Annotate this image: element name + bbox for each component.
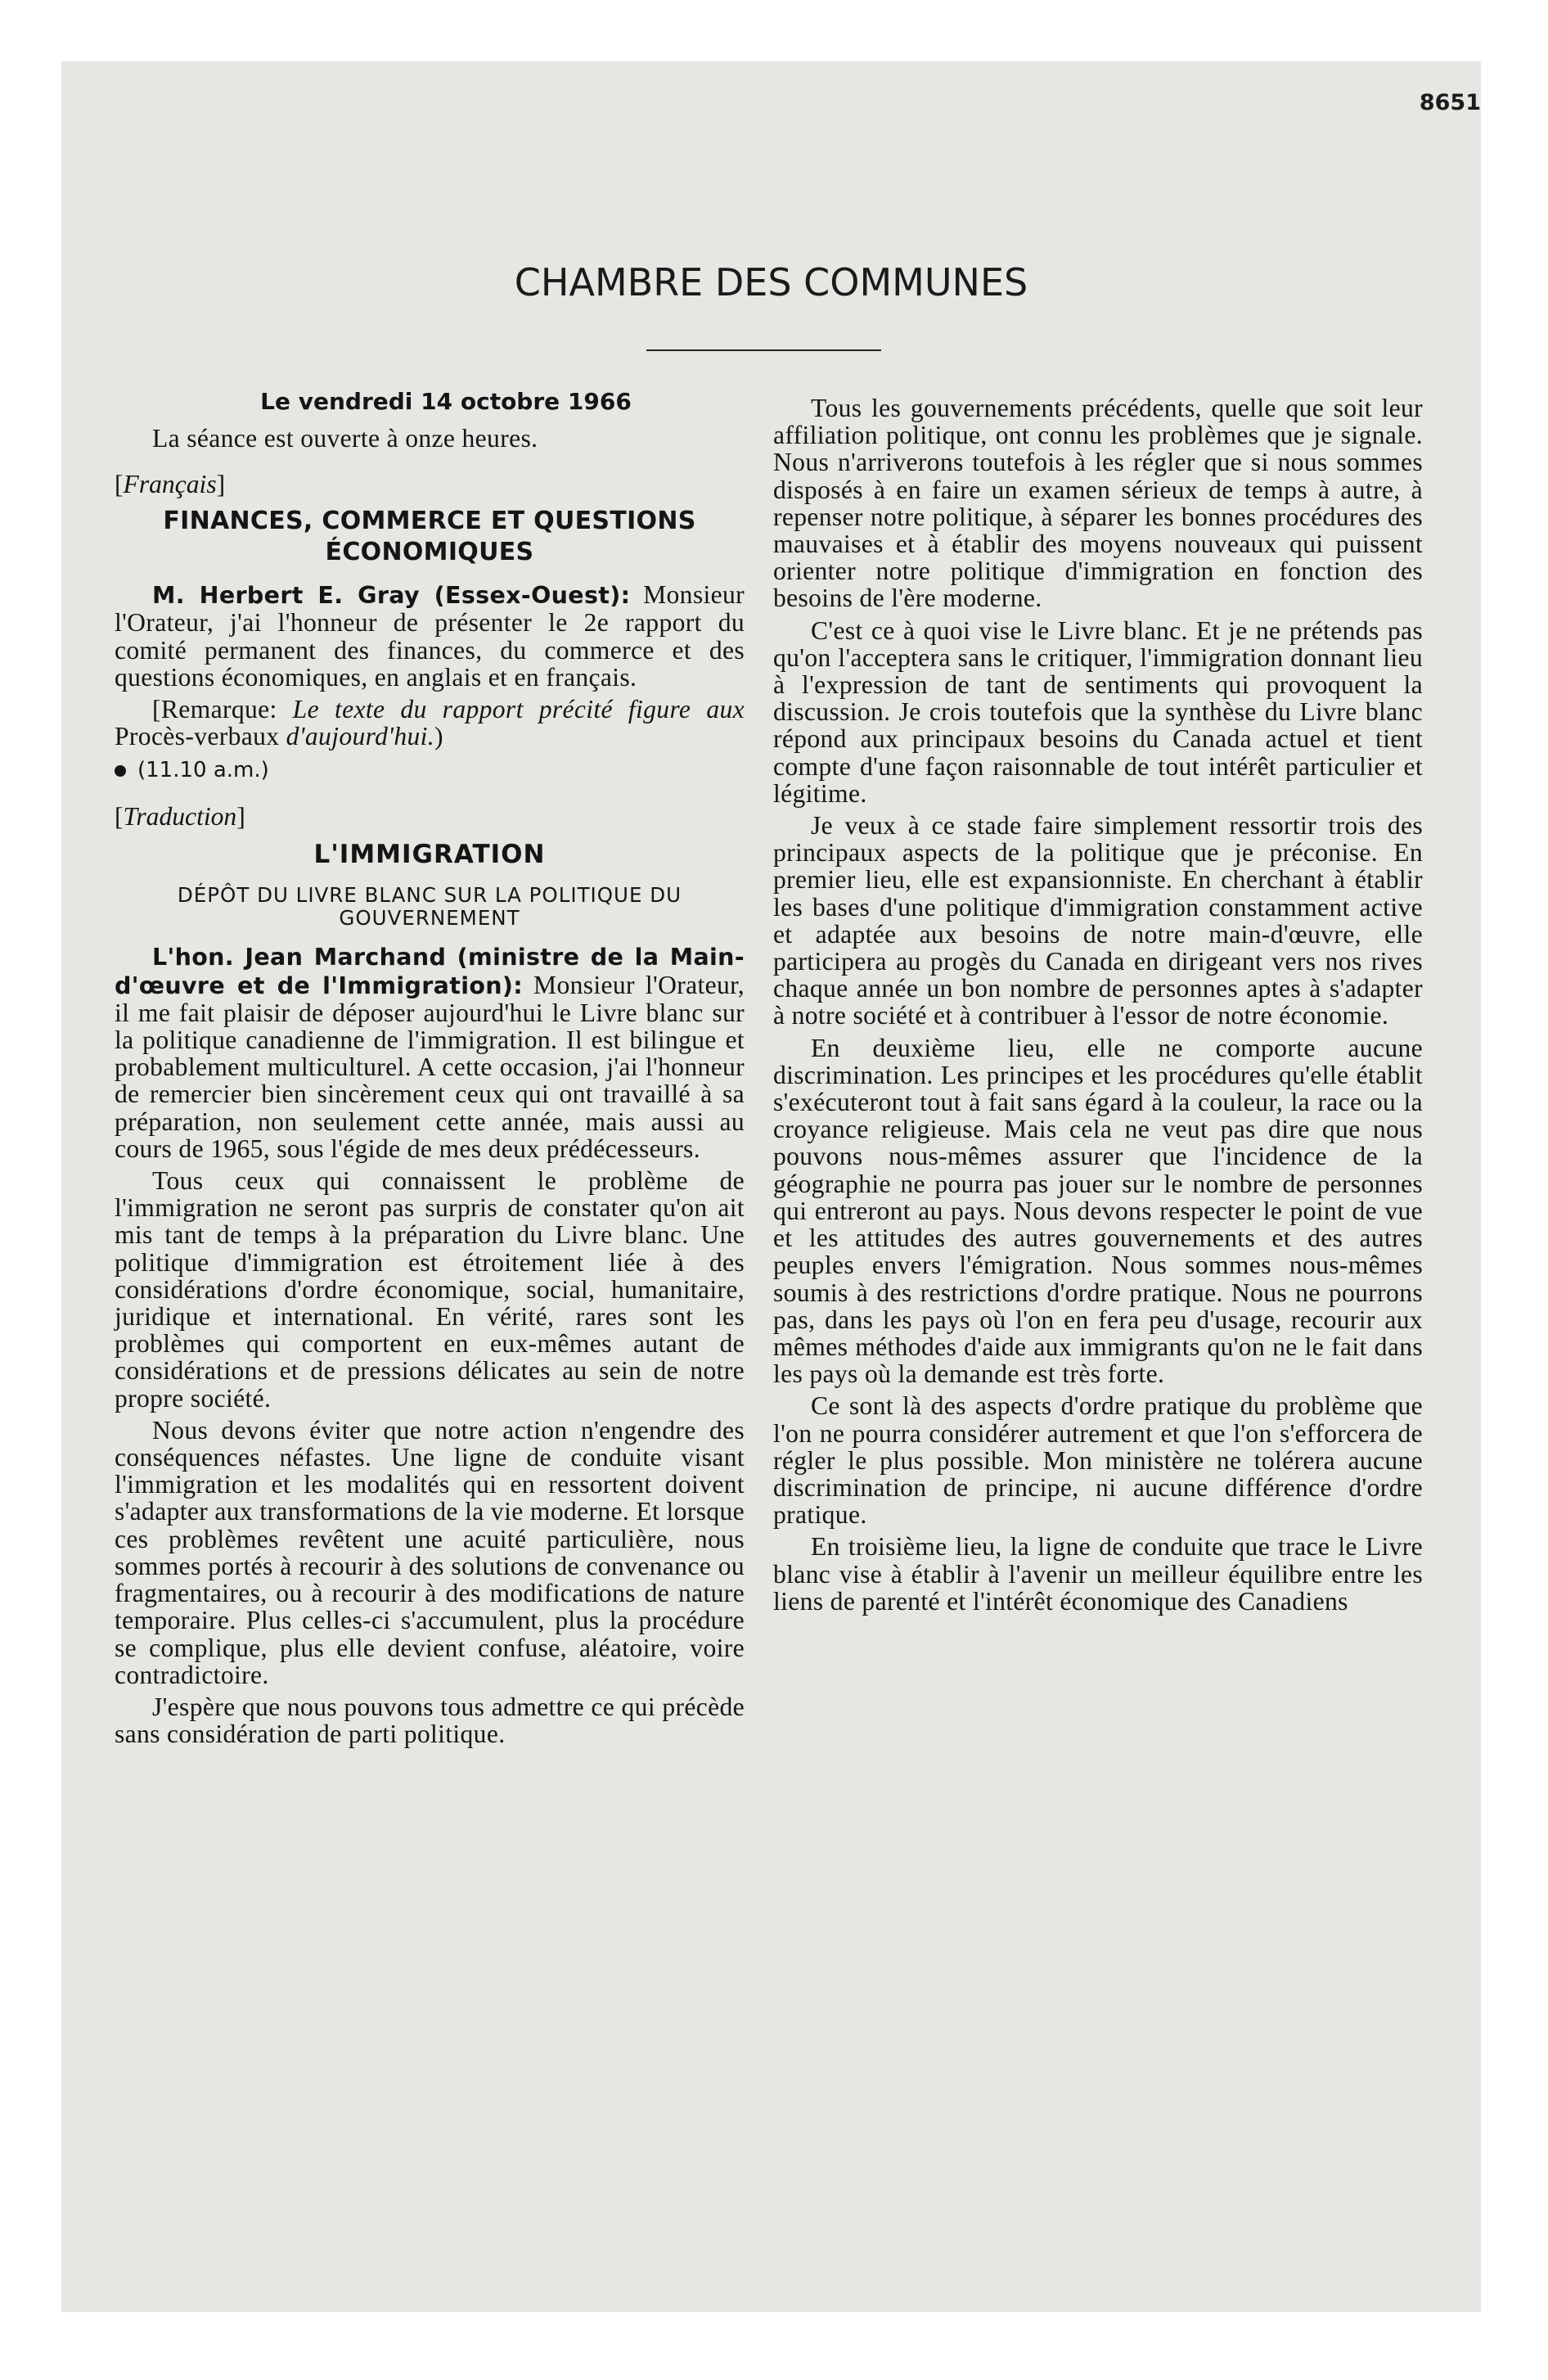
bullet-icon bbox=[115, 765, 126, 777]
marchand-text: Monsieur l'Orateur, il me fait plaisir de déposer aujourd'hui le Livre blanc sur la politique canadienne de l'immigration. Il est bilingue et probablement multiculturel. A cette occasion, j'ai l'honneur de remercier bien sincèrement ceux qui ont travaillé à sa préparation, non seulement cette année, mais aussi au cours de 1965, sous l'égide de mes deux prédécesseurs. bbox=[115, 970, 745, 1163]
gray-paragraph bbox=[115, 581, 745, 691]
section-subheading: DÉPÔT DU LIVRE BLANC SUR LA POLITIQUE DU GOUVERNEMENT bbox=[177, 883, 682, 931]
right-column bbox=[773, 394, 1423, 1620]
remark-paragraph bbox=[115, 696, 745, 750]
remark-open: [Remarque: bbox=[152, 695, 293, 724]
opening-text: La séance est ouverte à onze heures. bbox=[152, 424, 538, 453]
marchand-paragraph bbox=[115, 943, 745, 1162]
remark-italic-1: Le texte du rapport précité figure aux bbox=[292, 695, 745, 724]
right-paragraph-6: En troisième lieu, la ligne de conduite que trace le Livre blanc vise à établir à l'avenir un meilleur équilibre entre les liens de parenté et l'intérêt économique des Canadiens bbox=[773, 1532, 1423, 1616]
section-heading-finances: FINANCES, COMMERCE ET QUESTIONS ÉCONOMIQUES bbox=[163, 507, 696, 567]
language-tr-label: Traduction bbox=[123, 802, 237, 832]
right-paragraph-3: Je veux à ce stade faire simplement ressortir trois des principaux aspects de la politique que je préconise. En premier lieu, elle est expansionniste. En cherchant à établir les bases d'une politique d'immigration constamment active et adaptée aux besoins de notre main-d'œuvre, elle participera au progès du Canada en dirigeant vers nos rives chaque année un bon nombre de personnes aptes à s'adapter à notre société et à contribuer à l'essor de notre économie. bbox=[773, 811, 1423, 1030]
language-fr-label: Français bbox=[123, 470, 217, 499]
gray-text: Monsieur l'Orateur, j'ai l'honneur de présenter le 2e rapport du comité permanent des finances, du commerce et des questions économiques, en anglais et en français. bbox=[115, 580, 745, 692]
title-rule bbox=[646, 349, 881, 351]
time-marker bbox=[115, 758, 745, 782]
remark-close: ) bbox=[434, 722, 443, 751]
timestamp-text: (11.10 a.m.) bbox=[137, 758, 269, 783]
left-paragraph-3: Nous devons éviter que notre action n'engendre des conséquences néfastes. Une ligne de conduite visant l'immigration et les modalités qui en ressortent doivent s'adapter aux transformations de la vie moderne. Et lorsque ces problèmes revêtent une acuité particulière, nous sommes portés à recourir à des solutions de convenance ou fragmentaires, ou à recourir à des modifications de nature temporaire. Plus celles-ci s'accumulent, plus la procédure se complique, plus elle devient confuse, aléatoire, voire contradictoire. bbox=[115, 1415, 745, 1689]
remark-mid: Procès-verbaux bbox=[115, 722, 286, 751]
language-tag-fr: [Français] bbox=[115, 470, 226, 499]
speaker-gray: M. Herbert E. Gray (Essex-Ouest): bbox=[152, 582, 631, 610]
right-paragraph-4: En deuxième lieu, elle ne comporte aucune discrimination. Les principes et les procédures qu'elle établit s'exécuteront tout à fait sans égard à la couleur, la race ou la croyance religieuse. Mais cela ne veut pas dire que nous pouvons nous-mêmes assurer que l'incidence de la géographie ne pourra pas jouer sur le nombre de personnes qui entreront au pays. Nous devons respecter le point de vue et les attitudes des autres gouvernements et des autres peuples envers l'émigration. Nous sommes nous-mêmes soumis à des restrictions d'ordre pratique. Nous ne pourrons pas, dans les pays où l'on en fera peu d'usage, recourir aux mêmes méthodes d'aide aux immigrants qu'on ne le fait dans les pays où la demande est très forte. bbox=[773, 1033, 1423, 1389]
page-number: 8651 bbox=[1419, 90, 1481, 115]
page-title: CHAMBRE DES COMMUNES bbox=[514, 260, 1028, 304]
right-paragraph-1: Tous les gouvernements précédents, quelle que soit leur affiliation politique, ont connu les problèmes que je signale. Nous n'arriverons toutefois à les régler que si nous sommes disposés à en faire un examen sérieux de temps à autre, à repenser notre politique, à séparer les bonnes procédures des mauvaises et à établir des moyens nouveaux qui puissent orienter notre politique d'immigration en fonction des besoins de l'ère moderne. bbox=[773, 394, 1423, 613]
opening-line bbox=[115, 425, 745, 452]
section-heading-immigration: L'IMMIGRATION bbox=[313, 840, 546, 870]
right-paragraph-2: C'est ce à quoi vise le Livre blanc. Et je ne prétends pas qu'on l'acceptera sans le critiquer, l'immigration donnant lieu à l'expression de tant de sentiments qui provoquent la discussion. Je crois toutefois que la synthèse du Livre blanc répond aux principaux besoins du Canada actuel et tient compte d'une façon raisonnable de tout intérêt particulier et légitime. bbox=[773, 615, 1423, 808]
left-paragraph-2: Tous ceux qui connaissent le problème de l'immigration ne seront pas surpris de constater qu'on ait mis tant de temps à la préparation du Livre blanc. Une politique d'immigration est étroitement liée à des considérations d'ordre économique, social, humanitaire, juridique et international. En vérité, rares sont les problèmes qui comportent en eux-mêmes autant de considérations et de pressions délicates au sein de notre propre société. bbox=[115, 1166, 745, 1413]
speaker-marchand: L'hon. Jean Marchand (ministre de la Main-d'œuvre et de l'Immigration): bbox=[115, 944, 745, 999]
language-tag-tr: [Traduction] bbox=[115, 802, 245, 832]
sitting-date: Le vendredi 14 octobre 1966 bbox=[260, 388, 632, 415]
remark-italic-2: d'aujourd'hui. bbox=[286, 722, 435, 751]
left-column bbox=[115, 388, 745, 1752]
right-paragraph-5: Ce sont là des aspects d'ordre pratique du problème que l'on ne pourra considérer autrement et que l'on s'efforcera de régler le plus possible. Mon ministère ne tolérera aucune discrimination de principe, ni aucune différence d'ordre pratique. bbox=[773, 1391, 1423, 1530]
left-paragraph-4: J'espère que nous pouvons tous admettre ce qui précède sans considération de parti politique. bbox=[115, 1692, 745, 1749]
